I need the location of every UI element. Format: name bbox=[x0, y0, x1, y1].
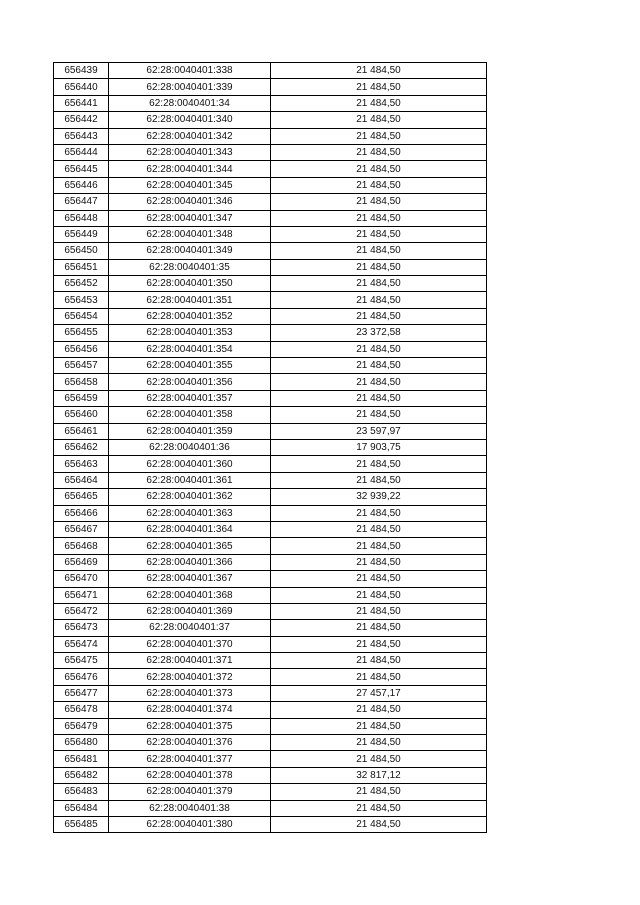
cadastral-number-cell: 62:28:0040401:37 bbox=[109, 620, 271, 636]
table-row bbox=[54, 374, 487, 390]
value-cell: 21 484,50 bbox=[271, 177, 487, 193]
row-id-cell: 656476 bbox=[54, 669, 109, 685]
row-id-cell: 656447 bbox=[54, 194, 109, 210]
value-cell: 21 484,50 bbox=[271, 538, 487, 554]
row-id-cell: 656439 bbox=[54, 63, 109, 79]
row-id-cell: 656466 bbox=[54, 505, 109, 521]
cadastral-number-cell: 62:28:0040401:371 bbox=[109, 653, 271, 669]
row-id-cell: 656472 bbox=[54, 603, 109, 619]
table-row bbox=[54, 816, 487, 832]
value-cell: 21 484,50 bbox=[271, 751, 487, 767]
value-cell: 21 484,50 bbox=[271, 276, 487, 292]
cadastral-number-cell: 62:28:0040401:376 bbox=[109, 735, 271, 751]
row-id-cell: 656478 bbox=[54, 702, 109, 718]
table-row bbox=[54, 439, 487, 455]
cadastral-number-cell: 62:28:0040401:34 bbox=[109, 95, 271, 111]
value-cell: 23 372,58 bbox=[271, 325, 487, 341]
table-row bbox=[54, 144, 487, 160]
table-row bbox=[54, 751, 487, 767]
cadastral-number-cell: 62:28:0040401:346 bbox=[109, 194, 271, 210]
row-id-cell: 656454 bbox=[54, 308, 109, 324]
value-cell: 21 484,50 bbox=[271, 505, 487, 521]
table-row bbox=[54, 456, 487, 472]
table-row bbox=[54, 603, 487, 619]
table-row bbox=[54, 407, 487, 423]
cadastral-number-cell: 62:28:0040401:339 bbox=[109, 79, 271, 95]
cadastral-number-cell: 62:28:0040401:348 bbox=[109, 226, 271, 242]
value-cell: 21 484,50 bbox=[271, 521, 487, 537]
value-cell: 21 484,50 bbox=[271, 603, 487, 619]
cadastral-number-cell: 62:28:0040401:365 bbox=[109, 538, 271, 554]
cadastral-number-cell: 62:28:0040401:366 bbox=[109, 554, 271, 570]
value-cell: 21 484,50 bbox=[271, 702, 487, 718]
cadastral-number-cell: 62:28:0040401:345 bbox=[109, 177, 271, 193]
cadastral-number-cell: 62:28:0040401:373 bbox=[109, 685, 271, 701]
cadastral-number-cell: 62:28:0040401:342 bbox=[109, 128, 271, 144]
row-id-cell: 656463 bbox=[54, 456, 109, 472]
cadastral-number-cell: 62:28:0040401:356 bbox=[109, 374, 271, 390]
table-row bbox=[54, 800, 487, 816]
table-row bbox=[54, 685, 487, 701]
table-row bbox=[54, 620, 487, 636]
value-cell: 21 484,50 bbox=[271, 718, 487, 734]
row-id-cell: 656450 bbox=[54, 243, 109, 259]
cadastral-number-cell: 62:28:0040401:357 bbox=[109, 390, 271, 406]
cadastral-number-cell: 62:28:0040401:372 bbox=[109, 669, 271, 685]
cadastral-number-cell: 62:28:0040401:379 bbox=[109, 784, 271, 800]
table-row bbox=[54, 538, 487, 554]
table-row bbox=[54, 718, 487, 734]
row-id-cell: 656481 bbox=[54, 751, 109, 767]
cadastral-number-cell: 62:28:0040401:367 bbox=[109, 571, 271, 587]
table-row bbox=[54, 259, 487, 275]
row-id-cell: 656460 bbox=[54, 407, 109, 423]
cadastral-number-cell: 62:28:0040401:360 bbox=[109, 456, 271, 472]
table-row bbox=[54, 636, 487, 652]
value-cell: 21 484,50 bbox=[271, 161, 487, 177]
cadastral-number-cell: 62:28:0040401:36 bbox=[109, 439, 271, 455]
row-id-cell: 656452 bbox=[54, 276, 109, 292]
value-cell: 21 484,50 bbox=[271, 800, 487, 816]
table-row bbox=[54, 276, 487, 292]
value-cell: 32 817,12 bbox=[271, 767, 487, 783]
table-row bbox=[54, 292, 487, 308]
cadastral-number-cell: 62:28:0040401:364 bbox=[109, 521, 271, 537]
cadastral-number-cell: 62:28:0040401:374 bbox=[109, 702, 271, 718]
row-id-cell: 656483 bbox=[54, 784, 109, 800]
cadastral-number-cell: 62:28:0040401:368 bbox=[109, 587, 271, 603]
value-cell: 21 484,50 bbox=[271, 669, 487, 685]
value-cell: 21 484,50 bbox=[271, 816, 487, 832]
table-row bbox=[54, 423, 487, 439]
row-id-cell: 656455 bbox=[54, 325, 109, 341]
value-cell: 21 484,50 bbox=[271, 112, 487, 128]
value-cell: 21 484,50 bbox=[271, 407, 487, 423]
row-id-cell: 656445 bbox=[54, 161, 109, 177]
table-row bbox=[54, 358, 487, 374]
row-id-cell: 656448 bbox=[54, 210, 109, 226]
table-row bbox=[54, 243, 487, 259]
value-cell: 21 484,50 bbox=[271, 374, 487, 390]
cadastral-number-cell: 62:28:0040401:369 bbox=[109, 603, 271, 619]
value-cell: 21 484,50 bbox=[271, 292, 487, 308]
table-row bbox=[54, 390, 487, 406]
row-id-cell: 656465 bbox=[54, 489, 109, 505]
row-id-cell: 656475 bbox=[54, 653, 109, 669]
table-row bbox=[54, 587, 487, 603]
row-id-cell: 656468 bbox=[54, 538, 109, 554]
value-cell: 21 484,50 bbox=[271, 735, 487, 751]
row-id-cell: 656467 bbox=[54, 521, 109, 537]
row-id-cell: 656458 bbox=[54, 374, 109, 390]
cadastral-number-cell: 62:28:0040401:355 bbox=[109, 358, 271, 374]
row-id-cell: 656441 bbox=[54, 95, 109, 111]
row-id-cell: 656456 bbox=[54, 341, 109, 357]
value-cell: 32 939,22 bbox=[271, 489, 487, 505]
row-id-cell: 656474 bbox=[54, 636, 109, 652]
row-id-cell: 656443 bbox=[54, 128, 109, 144]
row-id-cell: 656470 bbox=[54, 571, 109, 587]
cadastral-number-cell: 62:28:0040401:352 bbox=[109, 308, 271, 324]
cadastral-number-cell: 62:28:0040401:377 bbox=[109, 751, 271, 767]
value-cell: 21 484,50 bbox=[271, 194, 487, 210]
cadastral-number-cell: 62:28:0040401:38 bbox=[109, 800, 271, 816]
value-cell: 21 484,50 bbox=[271, 308, 487, 324]
value-cell: 21 484,50 bbox=[271, 226, 487, 242]
row-id-cell: 656453 bbox=[54, 292, 109, 308]
cadastral-number-cell: 62:28:0040401:370 bbox=[109, 636, 271, 652]
row-id-cell: 656484 bbox=[54, 800, 109, 816]
table-row bbox=[54, 784, 487, 800]
cadastral-number-cell: 62:28:0040401:347 bbox=[109, 210, 271, 226]
value-cell: 21 484,50 bbox=[271, 358, 487, 374]
value-cell: 21 484,50 bbox=[271, 259, 487, 275]
cadastral-number-cell: 62:28:0040401:362 bbox=[109, 489, 271, 505]
value-cell: 21 484,50 bbox=[271, 620, 487, 636]
value-cell: 27 457,17 bbox=[271, 685, 487, 701]
row-id-cell: 656477 bbox=[54, 685, 109, 701]
value-cell: 21 484,50 bbox=[271, 210, 487, 226]
value-cell: 23 597,97 bbox=[271, 423, 487, 439]
row-id-cell: 656482 bbox=[54, 767, 109, 783]
table-row bbox=[54, 226, 487, 242]
value-cell: 17 903,75 bbox=[271, 439, 487, 455]
cadastral-number-cell: 62:28:0040401:380 bbox=[109, 816, 271, 832]
table-row bbox=[54, 702, 487, 718]
cadastral-number-cell: 62:28:0040401:343 bbox=[109, 144, 271, 160]
value-cell: 21 484,50 bbox=[271, 571, 487, 587]
table-row bbox=[54, 63, 487, 79]
table-body bbox=[54, 63, 487, 833]
table-row bbox=[54, 669, 487, 685]
value-cell: 21 484,50 bbox=[271, 128, 487, 144]
table-row bbox=[54, 571, 487, 587]
cadastral-number-cell: 62:28:0040401:349 bbox=[109, 243, 271, 259]
table-row bbox=[54, 767, 487, 783]
cadastral-number-cell: 62:28:0040401:35 bbox=[109, 259, 271, 275]
cadastral-number-cell: 62:28:0040401:363 bbox=[109, 505, 271, 521]
row-id-cell: 656485 bbox=[54, 816, 109, 832]
row-id-cell: 656479 bbox=[54, 718, 109, 734]
table-row bbox=[54, 653, 487, 669]
table-row bbox=[54, 341, 487, 357]
table-row bbox=[54, 325, 487, 341]
cadastral-number-cell: 62:28:0040401:350 bbox=[109, 276, 271, 292]
cadastral-number-cell: 62:28:0040401:338 bbox=[109, 63, 271, 79]
row-id-cell: 656442 bbox=[54, 112, 109, 128]
value-cell: 21 484,50 bbox=[271, 243, 487, 259]
table-row bbox=[54, 128, 487, 144]
table-row bbox=[54, 308, 487, 324]
cadastral-number-cell: 62:28:0040401:354 bbox=[109, 341, 271, 357]
row-id-cell: 656473 bbox=[54, 620, 109, 636]
cadastral-number-cell: 62:28:0040401:359 bbox=[109, 423, 271, 439]
table-row bbox=[54, 161, 487, 177]
value-cell: 21 484,50 bbox=[271, 63, 487, 79]
table-row bbox=[54, 95, 487, 111]
value-cell: 21 484,50 bbox=[271, 95, 487, 111]
table-row bbox=[54, 735, 487, 751]
table-row bbox=[54, 112, 487, 128]
value-cell: 21 484,50 bbox=[271, 144, 487, 160]
cadastral-number-cell: 62:28:0040401:358 bbox=[109, 407, 271, 423]
value-cell: 21 484,50 bbox=[271, 554, 487, 570]
table-row bbox=[54, 210, 487, 226]
value-cell: 21 484,50 bbox=[271, 341, 487, 357]
table-row bbox=[54, 505, 487, 521]
cadastral-number-cell: 62:28:0040401:353 bbox=[109, 325, 271, 341]
row-id-cell: 656469 bbox=[54, 554, 109, 570]
row-id-cell: 656480 bbox=[54, 735, 109, 751]
cadastral-number-cell: 62:28:0040401:351 bbox=[109, 292, 271, 308]
value-cell: 21 484,50 bbox=[271, 784, 487, 800]
table-row bbox=[54, 489, 487, 505]
cadastral-number-cell: 62:28:0040401:340 bbox=[109, 112, 271, 128]
row-id-cell: 656444 bbox=[54, 144, 109, 160]
table-row bbox=[54, 177, 487, 193]
value-cell: 21 484,50 bbox=[271, 472, 487, 488]
value-cell: 21 484,50 bbox=[271, 456, 487, 472]
value-cell: 21 484,50 bbox=[271, 79, 487, 95]
cadastral-number-cell: 62:28:0040401:375 bbox=[109, 718, 271, 734]
cadastral-number-cell: 62:28:0040401:378 bbox=[109, 767, 271, 783]
row-id-cell: 656471 bbox=[54, 587, 109, 603]
row-id-cell: 656462 bbox=[54, 439, 109, 455]
table-row bbox=[54, 554, 487, 570]
value-cell: 21 484,50 bbox=[271, 390, 487, 406]
value-cell: 21 484,50 bbox=[271, 636, 487, 652]
cadastral-number-cell: 62:28:0040401:344 bbox=[109, 161, 271, 177]
row-id-cell: 656449 bbox=[54, 226, 109, 242]
table-row bbox=[54, 472, 487, 488]
row-id-cell: 656446 bbox=[54, 177, 109, 193]
cadastral-value-table bbox=[53, 62, 487, 833]
row-id-cell: 656440 bbox=[54, 79, 109, 95]
value-cell: 21 484,50 bbox=[271, 653, 487, 669]
cadastral-number-cell: 62:28:0040401:361 bbox=[109, 472, 271, 488]
row-id-cell: 656464 bbox=[54, 472, 109, 488]
table-row bbox=[54, 521, 487, 537]
value-cell: 21 484,50 bbox=[271, 587, 487, 603]
table-row bbox=[54, 194, 487, 210]
row-id-cell: 656451 bbox=[54, 259, 109, 275]
row-id-cell: 656457 bbox=[54, 358, 109, 374]
row-id-cell: 656459 bbox=[54, 390, 109, 406]
row-id-cell: 656461 bbox=[54, 423, 109, 439]
table-row bbox=[54, 79, 487, 95]
